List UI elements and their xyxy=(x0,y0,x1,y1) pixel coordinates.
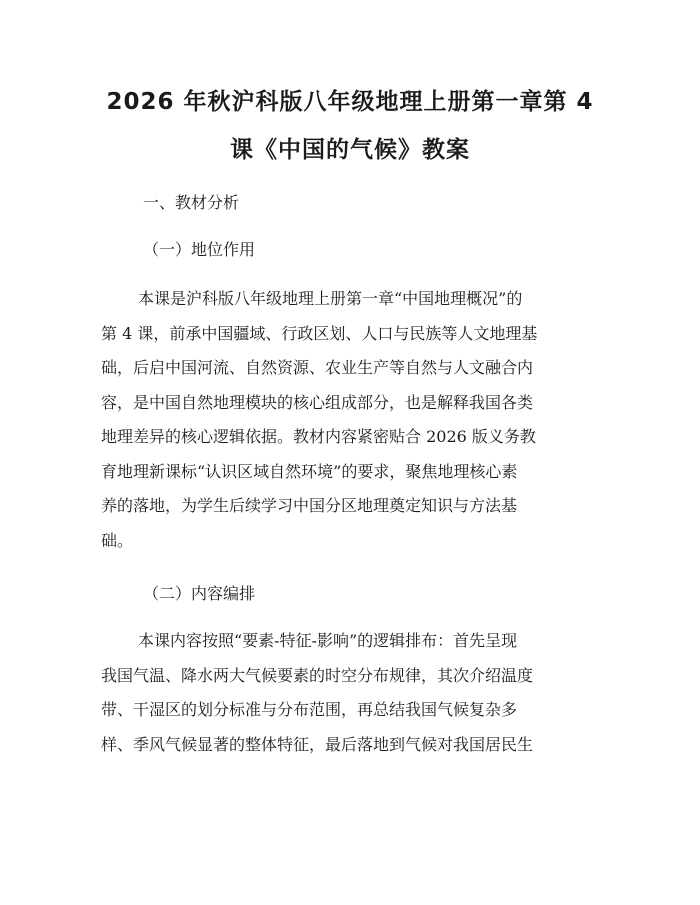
paragraph-line: 础。 xyxy=(101,530,134,550)
paragraph-line: 础，后启中国河流、自然资源、农业生产等自然与人文融合内 xyxy=(101,358,534,377)
subsection-heading-content-arrangement: （二）内容编排 xyxy=(143,584,256,603)
paragraph-line: 育地理新课标“认识区域自然环境”的要求，聚焦地理核心素 xyxy=(101,461,518,481)
paragraph-line: 带、干湿区的划分标准与分布范围，再总结我国气候复杂多 xyxy=(101,700,518,719)
section-heading-textbook-analysis: 一、教材分析 xyxy=(143,193,240,212)
paragraph-line: 地理差异的核心逻辑依据。教材内容紧密贴合 2026 版义务教 xyxy=(101,427,536,446)
paragraph-line: 样、季风气候显著的整体特征，最后落地到气候对我国居民生 xyxy=(101,734,534,754)
document-title-line-2: 课《中国的气候》教案 xyxy=(230,137,470,163)
paragraph-line: 养的落地，为学生后续学习中国分区地理奠定知识与方法基 xyxy=(101,496,518,515)
paragraph-position-role xyxy=(101,282,601,558)
paragraph-line: 本课是沪科版八年级地理上册第一章“中国地理概况”的 xyxy=(138,289,523,308)
paragraph-line: 第 4 课，前承中国疆域、行政区划、人口与民族等人文地理基 xyxy=(101,323,538,343)
document-title-line-1: 2026 年秋沪科版八年级地理上册第一章第 4 xyxy=(106,89,594,115)
paragraph-line: 容，是中国自然地理模块的核心组成部分，也是解释我国各类 xyxy=(101,392,534,412)
paragraph-line: 本课内容按照“要素-特征-影响”的逻辑排布：首先呈现 xyxy=(138,631,518,650)
paragraph-content-arrangement xyxy=(101,624,601,762)
subsection-heading-position-role: （一）地位作用 xyxy=(143,240,256,259)
paragraph-line: 我国气温、降水两大气候要素的时空分布规律，其次介绍温度 xyxy=(101,665,534,685)
